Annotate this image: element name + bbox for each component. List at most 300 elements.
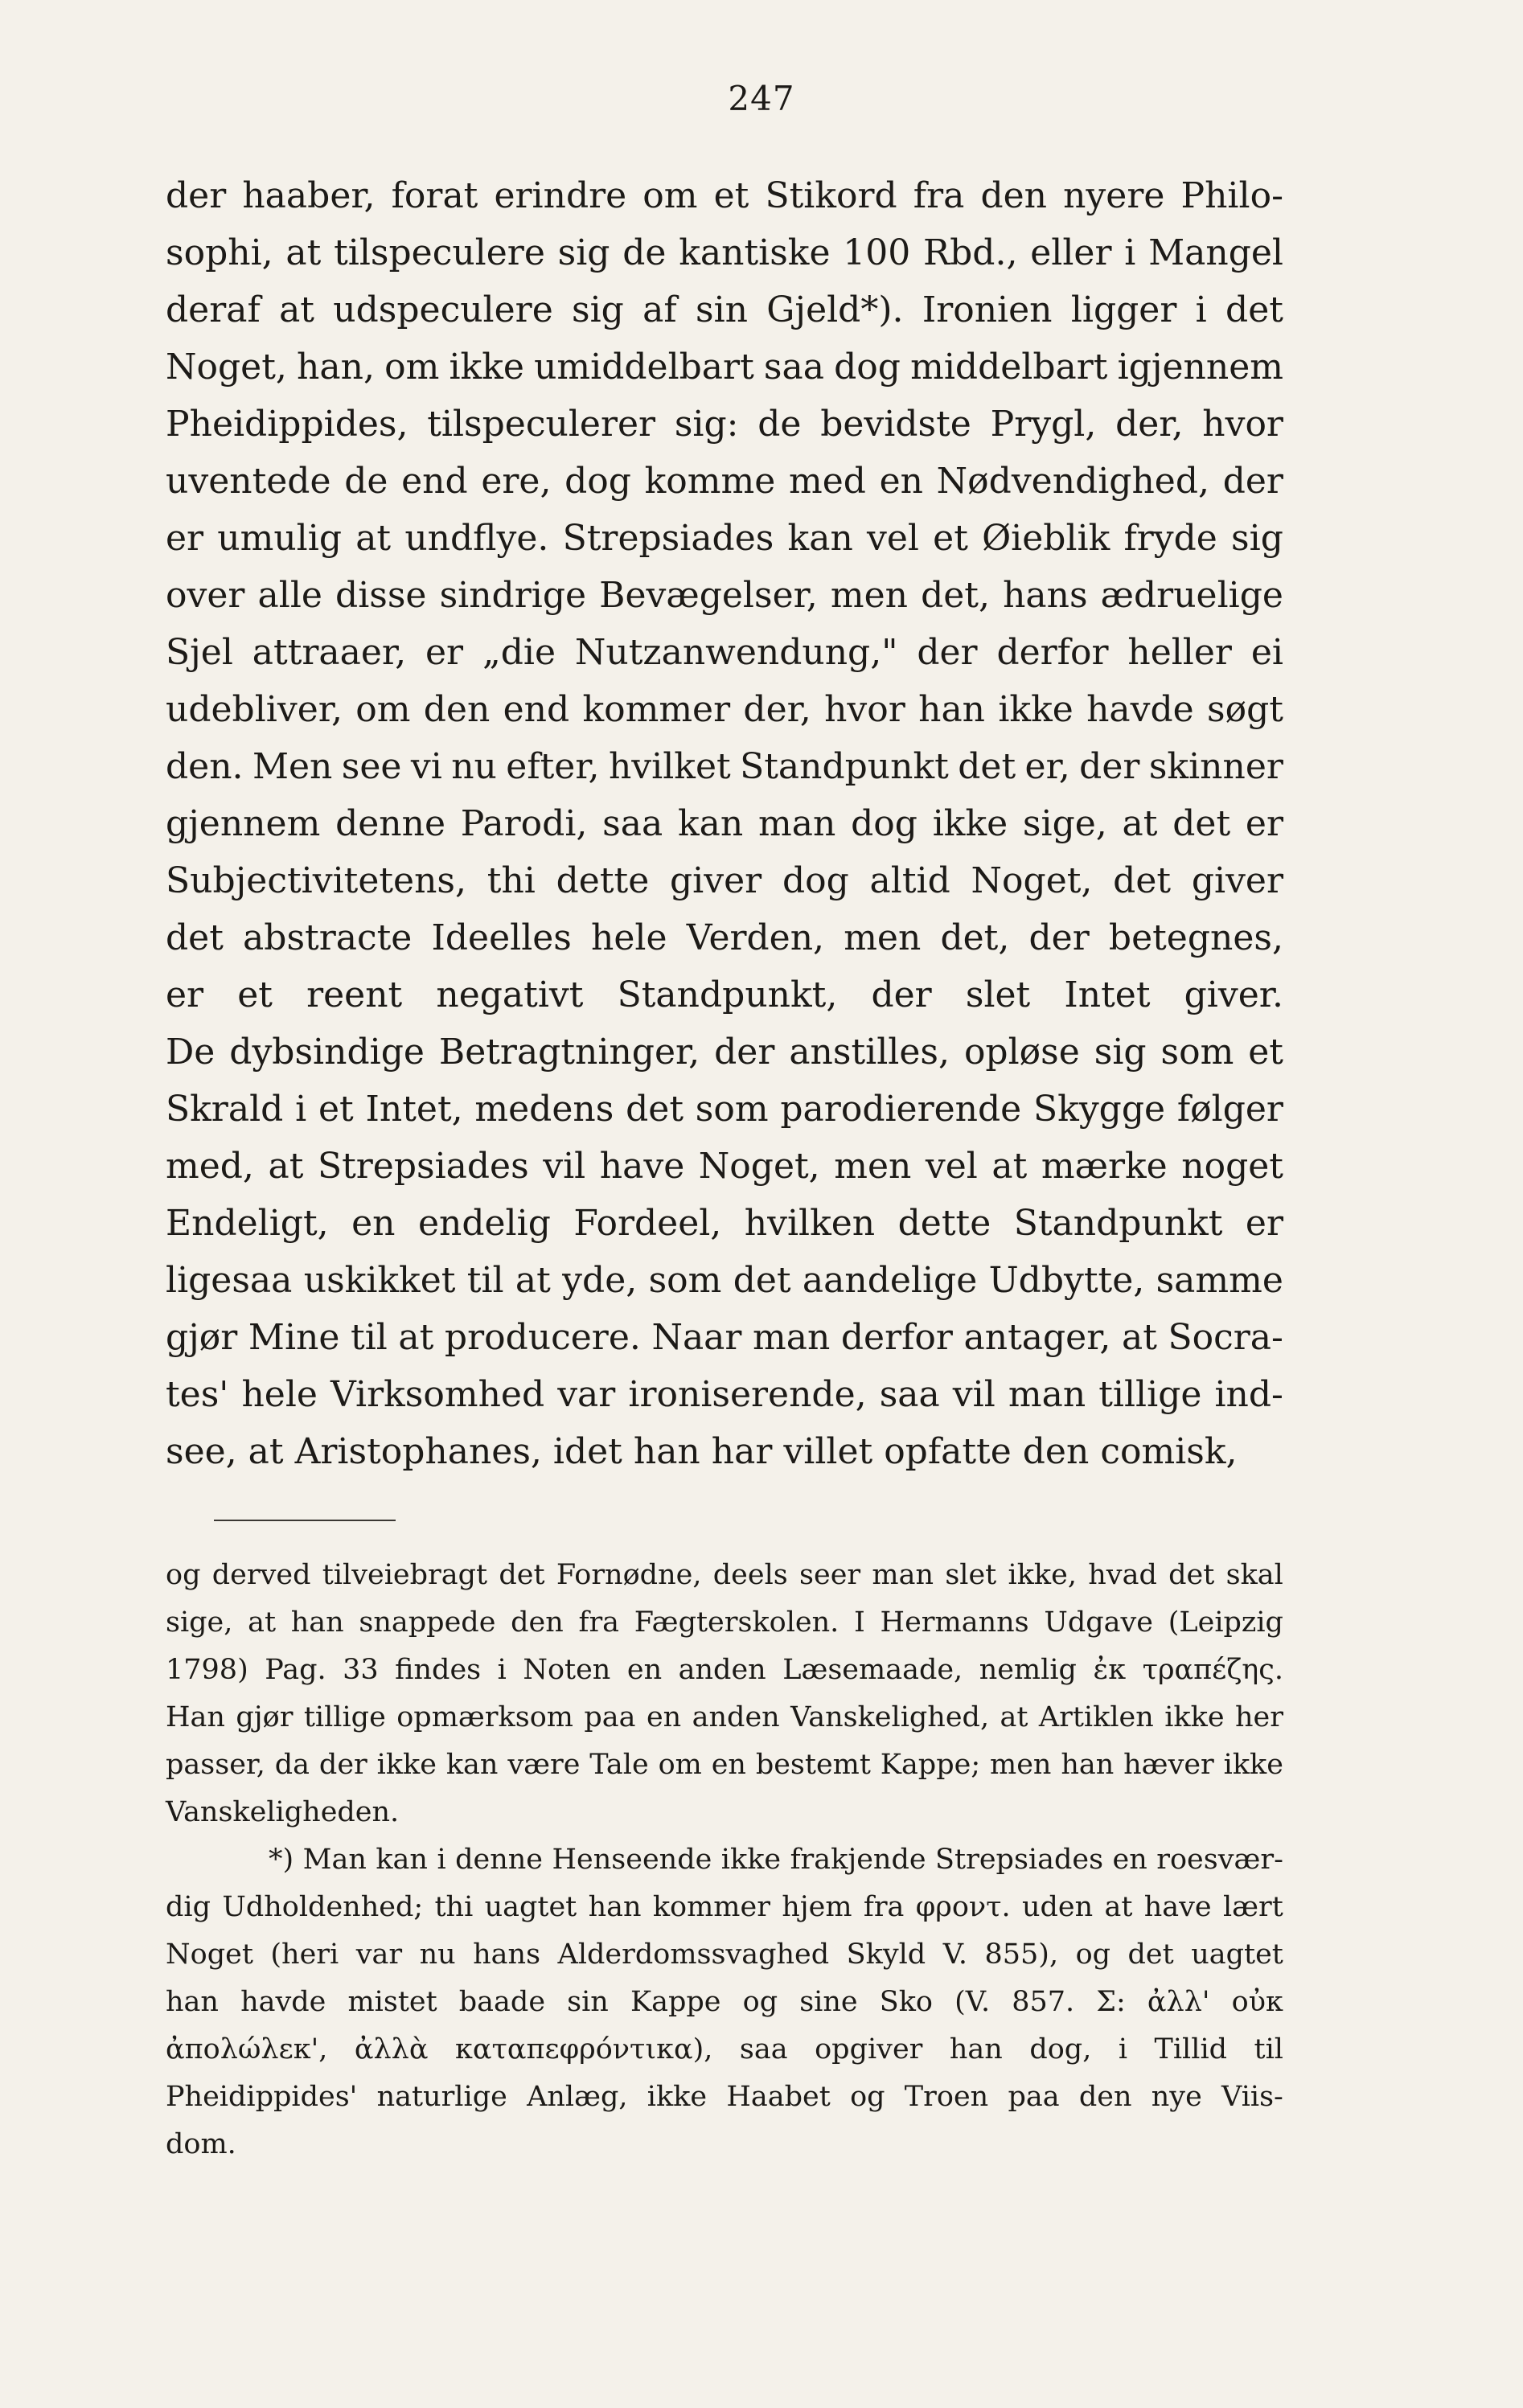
word: søgt: [1207, 689, 1283, 730]
word: vil: [543, 1146, 586, 1187]
word: Læsemaade,: [782, 1654, 963, 1686]
word: sig:: [674, 404, 739, 445]
word: han: [949, 2033, 1003, 2065]
word: I: [854, 1606, 865, 1639]
word: hans: [473, 1938, 541, 1971]
word: Σ:: [1096, 1986, 1126, 2018]
word: Kappe: [630, 1986, 721, 2018]
word: med,: [166, 1146, 254, 1187]
word: de: [622, 232, 667, 273]
word: dette: [556, 860, 650, 901]
footnote-separator: [214, 1520, 396, 1521]
text-line: [166, 510, 1283, 567]
word: det: [1172, 803, 1231, 844]
word: at: [1000, 1701, 1028, 1733]
word: Strepsiades: [935, 1844, 1104, 1876]
word: som: [695, 1089, 769, 1130]
word: see: [341, 746, 402, 787]
word: saa: [602, 803, 663, 844]
word: at: [248, 1431, 284, 1472]
word: Strepsiades: [562, 518, 774, 559]
word: ἀλλ': [1147, 1986, 1210, 2018]
word: Udgave: [1044, 1606, 1153, 1639]
word: have: [599, 1146, 685, 1187]
word: Betragtninger,: [438, 1032, 700, 1073]
word: hæver: [1123, 1749, 1214, 1781]
word: Troen: [904, 2081, 989, 2113]
word: ikke: [998, 689, 1073, 730]
word: Pheidippides': [166, 2081, 358, 2113]
word: abstracte: [243, 917, 413, 958]
word: Tillid: [1154, 2033, 1228, 2065]
word: kommer: [582, 689, 731, 730]
word: og: [850, 2081, 885, 2113]
word: igjennem: [1117, 347, 1283, 388]
footnote-line: [166, 1979, 1283, 2026]
word: Philo-: [1180, 175, 1283, 216]
word: Artiklen: [1038, 1701, 1154, 1733]
text-line: [166, 224, 1283, 281]
word: end: [503, 689, 570, 730]
word: efter,: [506, 746, 600, 787]
word: over: [166, 575, 245, 616]
word: sige,: [1022, 803, 1107, 844]
word: Noget,: [971, 860, 1093, 901]
word: nye: [1151, 2081, 1202, 2113]
word: kan: [678, 803, 744, 844]
word: det: [958, 746, 1016, 787]
word: Prygl,: [990, 404, 1097, 445]
word: denne: [335, 803, 445, 844]
word: Stikord: [765, 175, 897, 216]
word: en: [1112, 1844, 1147, 1876]
word: de: [757, 404, 802, 445]
word: (heri: [270, 1938, 339, 1971]
word: Man: [302, 1844, 367, 1876]
word: sophi,: [166, 232, 273, 273]
word: nyere: [1063, 175, 1165, 216]
word: men: [834, 1146, 912, 1187]
word: et: [1248, 1032, 1283, 1073]
word: nu: [419, 1938, 456, 1971]
word: ind-: [1214, 1374, 1283, 1415]
word: findes: [395, 1654, 482, 1686]
word: er: [166, 974, 204, 1015]
word: Men: [252, 746, 333, 787]
text-line: [166, 453, 1283, 510]
word: Ironien: [922, 289, 1053, 330]
word: Øieblik: [982, 518, 1110, 559]
word: havde: [240, 1986, 326, 2018]
word: man: [753, 1317, 831, 1358]
word: noget: [1181, 1146, 1283, 1187]
word: opfatte: [884, 1431, 1012, 1472]
word: Noget,: [166, 347, 287, 388]
word: 857.: [1012, 1986, 1075, 2018]
word: man: [758, 803, 836, 844]
word: derved: [211, 1559, 311, 1591]
word: Vanskelighed,: [790, 1701, 990, 1733]
word: Verden,: [686, 917, 825, 958]
word: han: [633, 1431, 700, 1472]
word: ligger: [1070, 289, 1177, 330]
word: der: [1028, 917, 1090, 958]
word: haaber,: [242, 175, 376, 216]
footnote-line: [166, 1694, 1283, 1741]
word: καταπεφρόντικα),: [454, 2033, 713, 2065]
word: tillige: [1098, 1374, 1202, 1415]
word: V.: [942, 1938, 967, 1971]
word: opgiver: [815, 2033, 923, 2065]
word: umulig: [217, 518, 342, 559]
word: at: [1122, 803, 1158, 844]
text-line: [166, 567, 1283, 624]
text-line: [166, 624, 1283, 681]
word: om: [642, 175, 698, 216]
word: roesvær-: [1156, 1844, 1283, 1876]
word: Kappe;: [880, 1749, 981, 1781]
word: medens: [474, 1089, 614, 1130]
word: giver.: [1184, 974, 1283, 1015]
word: dette: [897, 1203, 991, 1244]
word: seer: [799, 1559, 861, 1591]
word: et: [713, 175, 749, 216]
word: τραπέζης.: [1142, 1654, 1283, 1686]
word: bevidste: [820, 404, 971, 445]
word: en: [646, 1701, 682, 1733]
word: producere.: [444, 1317, 641, 1358]
word: som: [1160, 1032, 1234, 1073]
word: Udholdenhed;: [222, 1891, 424, 1923]
word: dog,: [1029, 2033, 1092, 2065]
word: Standpunkt: [740, 746, 949, 787]
word: parodierende: [780, 1089, 1022, 1130]
word: Noget,: [698, 1146, 820, 1187]
word: Pheidippides,: [166, 404, 408, 445]
word: denne: [455, 1844, 544, 1876]
word: ikke: [720, 1844, 782, 1876]
word: en: [711, 1749, 746, 1781]
word: fra: [578, 1606, 620, 1639]
word: dig: [166, 1891, 211, 1923]
word: eller: [1030, 232, 1112, 273]
text-line: [166, 1138, 1283, 1195]
text-line: [166, 1252, 1283, 1309]
word: Intet,: [365, 1089, 463, 1130]
word: i: [1195, 289, 1207, 330]
word: af: [642, 289, 677, 330]
word: Nødvendighed,: [936, 461, 1209, 502]
word: negativt: [436, 974, 584, 1015]
word: var: [557, 1374, 616, 1415]
word: antager,: [963, 1317, 1111, 1358]
word: han: [1061, 1749, 1115, 1781]
word: og: [742, 1986, 778, 2018]
word: anstilles,: [789, 1032, 950, 1073]
word: sig: [1094, 1032, 1147, 1073]
word: Intet: [1064, 974, 1151, 1015]
footnote-line: [166, 1884, 1283, 1931]
word: Skrald: [166, 1089, 284, 1130]
text-line: [166, 167, 1283, 224]
word: 100: [843, 232, 911, 273]
word: Standpunkt,: [617, 974, 838, 1015]
word: en: [626, 1654, 663, 1686]
word: hele: [241, 1374, 318, 1415]
word: om: [658, 1749, 702, 1781]
footnote-line: [166, 1789, 1283, 1836]
text-line: [166, 1309, 1283, 1366]
word: *): [269, 1844, 294, 1876]
word: er: [166, 518, 204, 559]
word: deraf: [166, 289, 261, 330]
word: men: [844, 917, 922, 958]
word: til: [351, 1317, 388, 1358]
word: slet: [945, 1559, 997, 1591]
word: opløse: [963, 1032, 1080, 1073]
page-number: 247: [728, 79, 795, 118]
word: ἀπολώλεκ',: [166, 2033, 328, 2065]
word: sige,: [166, 1606, 233, 1639]
word: Standpunkt: [1013, 1203, 1223, 1244]
word: er: [425, 632, 464, 673]
word: ἐκ: [1093, 1654, 1127, 1686]
word: sig: [572, 289, 624, 330]
word: (V.: [954, 1986, 991, 2018]
word: Skygge: [1033, 1089, 1166, 1130]
text-line: [166, 738, 1283, 795]
word: kan: [445, 1749, 499, 1781]
footnote-line: [166, 1599, 1283, 1647]
text-line: [166, 1366, 1283, 1423]
word: sindrige: [439, 575, 587, 616]
word: (Leipzig: [1168, 1606, 1283, 1639]
word: yde,: [562, 1260, 638, 1301]
word: sine: [799, 1986, 858, 2018]
word: see,: [166, 1431, 237, 1472]
word: han: [290, 1606, 344, 1639]
word: erindre: [494, 175, 627, 216]
word: baade: [458, 1986, 546, 2018]
word: der: [1222, 461, 1283, 502]
word: han,: [297, 347, 375, 388]
word: vil: [952, 1374, 995, 1415]
text-line: [166, 681, 1283, 738]
word: udebliver,: [166, 689, 343, 730]
footnote-line: [166, 1836, 1283, 1884]
word: dog: [851, 803, 917, 844]
word: den.: [166, 746, 244, 787]
word: Anlæg,: [527, 2081, 628, 2113]
word: hele: [591, 917, 667, 958]
word: attraaer,: [252, 632, 407, 673]
word: i: [1124, 232, 1136, 273]
word: der,: [1115, 404, 1184, 445]
footnote-line: [166, 2026, 1283, 2074]
word: tes': [166, 1374, 229, 1415]
word: ligesaa: [166, 1260, 293, 1301]
word: at: [355, 518, 392, 559]
word: Fordeel,: [573, 1203, 722, 1244]
word: ere,: [481, 461, 552, 502]
word: passer,: [166, 1749, 265, 1781]
word: der: [1079, 746, 1140, 787]
word: sig: [557, 232, 610, 273]
footnote-line: [166, 1741, 1283, 1789]
word: snappede: [359, 1606, 496, 1639]
word: det: [733, 1260, 791, 1301]
word: det: [1127, 1938, 1174, 1971]
word: der: [714, 1032, 775, 1073]
word: det: [499, 1559, 545, 1591]
footnote-line: [166, 1647, 1283, 1694]
word: ikke,: [1008, 1559, 1077, 1591]
word: vi: [410, 746, 442, 787]
word: havde: [1086, 689, 1194, 730]
word: umiddelbart: [534, 347, 754, 388]
word: opmærksom: [396, 1701, 573, 1733]
word: kantiske: [679, 232, 831, 273]
text-line: [166, 338, 1283, 396]
word: Nutzanwendung,": [574, 632, 898, 673]
word: gjør: [166, 1317, 238, 1358]
word: ikke: [449, 347, 524, 388]
word: Henseende: [552, 1844, 712, 1876]
word: dog: [564, 461, 631, 502]
word: disse: [335, 575, 427, 616]
word: Naar: [651, 1317, 742, 1358]
word: ikke: [932, 803, 1008, 844]
word: Tale: [589, 1749, 649, 1781]
word: med: [788, 461, 866, 502]
main-text: [166, 167, 1283, 1480]
word: idet: [552, 1431, 622, 1472]
word: paa: [584, 1701, 636, 1733]
word: det: [166, 917, 224, 958]
word: man: [872, 1559, 934, 1591]
word: have: [1143, 1891, 1212, 1923]
word: er,: [1024, 746, 1070, 787]
word: uskikket: [303, 1260, 456, 1301]
word: det: [1113, 860, 1172, 901]
word: Socra-: [1168, 1317, 1283, 1358]
word: Viis-: [1221, 2081, 1283, 2113]
word: dog: [834, 347, 901, 388]
word: der: [917, 632, 978, 673]
text-line: [166, 1195, 1283, 1252]
word: Parodi,: [460, 803, 588, 844]
word: Rbd.,: [923, 232, 1018, 273]
word: ei: [1250, 632, 1283, 673]
word: kan: [376, 1844, 428, 1876]
word: anden: [692, 1701, 780, 1733]
word: uden: [1021, 1891, 1094, 1923]
word: sin: [695, 289, 748, 330]
word: Vanskeligheden.: [166, 1796, 400, 1828]
word: Alderdomssvaghed: [557, 1938, 830, 1971]
text-line: [166, 1024, 1283, 1081]
word: hvor: [1202, 404, 1283, 445]
word: nemlig: [979, 1654, 1077, 1686]
word: „die: [482, 632, 556, 673]
word: Subjectivitetens,: [166, 860, 466, 901]
word: den: [511, 1606, 564, 1639]
word: at: [248, 1606, 277, 1639]
word: thi: [486, 860, 536, 901]
word: i: [497, 1654, 507, 1686]
word: hans: [1003, 575, 1088, 616]
word: bestemt: [755, 1749, 871, 1781]
word: det: [1168, 1559, 1215, 1591]
word: 33: [343, 1654, 379, 1686]
word: Sjel: [166, 632, 233, 673]
word: anden: [678, 1654, 766, 1686]
word: han: [166, 1986, 219, 2018]
word: i: [1118, 2033, 1128, 2065]
word: men: [990, 1749, 1052, 1781]
word: den: [1078, 2081, 1132, 2113]
word: tilspeculere: [334, 232, 545, 273]
word: Noget: [166, 1938, 253, 1971]
word: ikke: [376, 1749, 437, 1781]
word: man: [1008, 1374, 1086, 1415]
word: giver: [670, 860, 762, 901]
word: Virksomhed: [330, 1374, 545, 1415]
word: og: [166, 1559, 201, 1591]
word: saa: [739, 2033, 788, 2065]
word: er: [1245, 1203, 1283, 1244]
word: gjennem: [166, 803, 321, 844]
text-line: [166, 909, 1283, 966]
word: saa: [879, 1374, 940, 1415]
word: Fægterskolen.: [634, 1606, 839, 1639]
word: fryde: [1123, 518, 1217, 559]
word: den: [423, 689, 491, 730]
word: Skyld: [846, 1938, 926, 1971]
footnotes: [166, 1552, 1283, 2168]
word: at: [991, 1146, 1028, 1187]
word: dog: [782, 860, 849, 901]
word: end: [401, 461, 468, 502]
word: at: [1104, 1891, 1133, 1923]
word: Endeligt,: [166, 1203, 329, 1244]
word: tilveiebragt: [322, 1559, 488, 1591]
word: at: [1121, 1317, 1157, 1358]
word: et: [237, 974, 273, 1015]
word: ikke: [1164, 1701, 1225, 1733]
word: frakjende: [790, 1844, 926, 1876]
word: det: [626, 1089, 684, 1130]
word: den: [1022, 1431, 1090, 1472]
word: der: [871, 974, 932, 1015]
word: tillige: [303, 1701, 386, 1733]
word: der: [166, 175, 227, 216]
word: en: [351, 1203, 396, 1244]
word: undflye.: [404, 518, 549, 559]
word: heller: [1127, 632, 1232, 673]
footnote-line: [166, 1552, 1283, 1599]
word: alle: [257, 575, 322, 616]
word: paa: [1008, 2081, 1060, 2113]
word: derfor: [840, 1317, 953, 1358]
word: til: [1254, 2033, 1283, 2065]
word: thi: [434, 1891, 474, 1923]
word: han: [588, 1891, 642, 1923]
word: naturlige: [376, 2081, 507, 2113]
text-line: [166, 852, 1283, 909]
footnote-line: [166, 2121, 1283, 2168]
word: hvor: [824, 689, 905, 730]
